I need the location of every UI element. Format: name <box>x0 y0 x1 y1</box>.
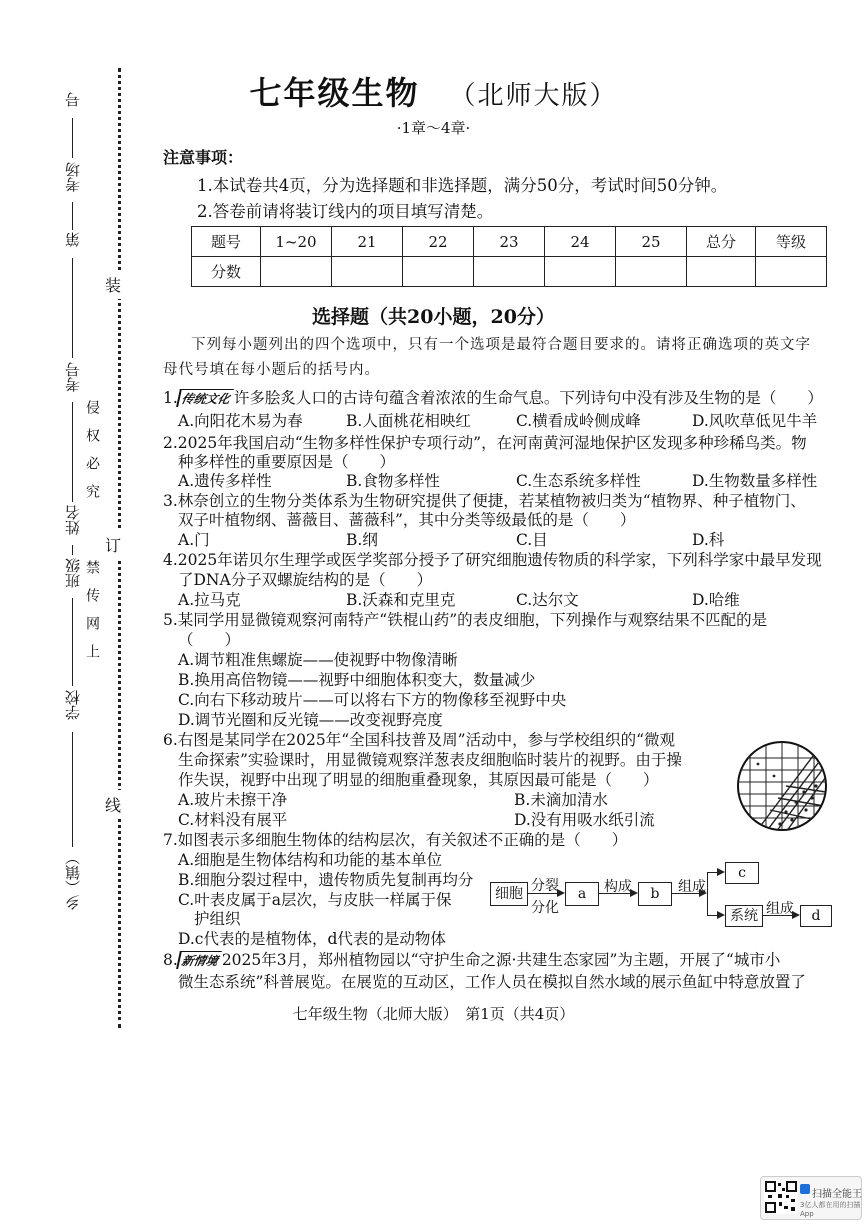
score-header-cell: 21 <box>332 227 403 257</box>
q4-option-d[interactable]: D.哈维 <box>692 591 740 609</box>
score-header-cell: 总分 <box>687 227 756 257</box>
diagram-compose-label-2: 组成 <box>766 901 794 917</box>
diagram-branch-line <box>707 872 708 915</box>
school-label: 学校 <box>64 690 82 720</box>
q1-option-c[interactable]: C.横看成岭侧成峰 <box>516 412 641 430</box>
q7-option-a[interactable]: A.细胞是生物体结构和功能的基本单位 <box>178 851 443 869</box>
diagram-compose-label-1: 组成 <box>678 879 706 895</box>
q6-option-a[interactable]: A.玻片未擦干净 <box>178 791 288 809</box>
name-label: 姓名 <box>64 505 82 535</box>
diagram-cell-box: 细胞 <box>490 882 528 906</box>
q7-option-c[interactable]: C.叶表皮属于a层次，与皮肤一样属于保 <box>178 891 452 909</box>
q1-option-d[interactable]: D.风吹草低见牛羊 <box>692 412 818 430</box>
note-item-2: 2.答卷前请将装订线内的项目填写清楚。 <box>197 202 494 221</box>
room-blank <box>72 202 73 230</box>
q2-option-b[interactable]: B.食物多样性 <box>346 472 440 490</box>
score-table <box>191 226 827 287</box>
town-blank <box>72 732 73 847</box>
diagram-box-c: c <box>725 862 759 884</box>
q8-line1-text: 2025年3月，郑州植物园以“守护生命之源·共建生态家园”为主题，开展了“城市小 <box>221 951 781 969</box>
score-cell[interactable] <box>403 257 474 287</box>
diagram-box-a: a <box>565 882 599 906</box>
q1-option-a[interactable]: A.向阳花木易为春 <box>178 412 303 430</box>
q3-option-a[interactable]: A.门 <box>178 531 210 549</box>
title-main: 七年级生物 <box>249 74 420 112</box>
score-cell[interactable] <box>474 257 545 287</box>
diagram-divide-label: 分裂 <box>531 878 559 894</box>
score-cell[interactable] <box>332 257 403 287</box>
diagram-arrow-system <box>707 915 723 916</box>
binding-zhuang: 装 <box>105 270 121 299</box>
q5-option-a[interactable]: A.调节粗准焦螺旋——使视野中物像清晰 <box>178 651 458 669</box>
cs-logo-icon <box>800 1184 810 1194</box>
q1-option-b[interactable]: B.人面桃花相映红 <box>346 412 471 430</box>
diagram-box-d: d <box>800 905 832 927</box>
diagram-arrow-3 <box>671 893 705 894</box>
q1-tag: 传统文化 <box>176 389 234 407</box>
q3-option-d[interactable]: D.科 <box>692 531 725 549</box>
school-blank <box>72 598 73 686</box>
diagram-box-b: b <box>638 882 672 906</box>
q6-option-d[interactable]: D.没有用吸水纸引流 <box>514 811 655 829</box>
q3-option-c[interactable]: C.目 <box>516 531 548 549</box>
notes-heading: 注意事项： <box>163 148 244 167</box>
question-3-line1: 3.林奈创立的生物分类体系为生物研究提供了便捷，若某植物被归类为“植物界、种子植物门、 <box>163 492 806 510</box>
q2-option-d[interactable]: D.生物数量多样性 <box>692 472 818 490</box>
diagram-arrow-d <box>762 915 798 916</box>
score-header-cell: 24 <box>545 227 616 257</box>
q4-option-c[interactable]: C.达尔文 <box>516 591 579 609</box>
exam-no-label: 号 <box>64 92 82 107</box>
page-footer: 七年级生物（北师大版） 第1页（共4页） <box>292 1005 575 1023</box>
score-header-cell: 题号 <box>192 227 261 257</box>
section-instruction-line1: 下列每小题列出的四个选项中，只有一个选项是最符合题目要求的。请将正确选项的英文字 <box>191 337 811 353</box>
score-table-score-row <box>192 257 827 287</box>
diagram-arrow-1 <box>527 893 563 894</box>
diagram-system-box: 系统 <box>725 905 763 927</box>
warning-text-left: 禁传网上 <box>84 560 100 672</box>
scan-app-tagline: 3亿人都在用的扫描App <box>800 1201 861 1218</box>
q6-option-c[interactable]: C.材料没有展平 <box>178 811 288 829</box>
note-item-1: 1.本试卷共4页，分为选择题和非选择题，满分50分，考试时间50分钟。 <box>197 176 728 195</box>
question-5-line1: 5.某同学用显微镜观察河南特产“铁棍山药”的表皮细胞，下列操作与观察结果不匹配的是 <box>163 611 768 629</box>
section-instruction-line2: 母代号填在每小题后的括号内。 <box>163 362 380 378</box>
score-row-label: 分数 <box>192 257 261 287</box>
binding-xian: 线 <box>105 790 121 819</box>
q2-option-c[interactable]: C.生态系统多样性 <box>516 472 641 490</box>
score-cell[interactable] <box>616 257 687 287</box>
q6-option-b[interactable]: B.未滴加清水 <box>514 791 608 809</box>
q3-option-b[interactable]: B.纲 <box>346 531 378 549</box>
score-header-cell: 25 <box>616 227 687 257</box>
diagram-differentiate-label: 分化 <box>531 900 559 916</box>
score-cell[interactable] <box>261 257 332 287</box>
question-6-line1: 6.右图是某同学在2025年“全国科技普及周”活动中，参与学校组织的“微观 <box>163 731 676 749</box>
q4-option-a[interactable]: A.拉马克 <box>178 591 241 609</box>
question-8-line2: 微生态系统”科普展览。在展览的互动区，工作人员在模拟自然水域的展示鱼缸中特意放置了 <box>178 973 806 991</box>
q8-tag: 新情境 <box>176 951 222 969</box>
question-2-line2: 种多样性的重要原因是（ ） <box>178 453 396 471</box>
q4-option-b[interactable]: B.沃森和克里克 <box>346 591 456 609</box>
q5-option-b[interactable]: B.换用高倍物镜——视野中细胞体积变大，数量减少 <box>178 671 536 689</box>
class-label: 班级 <box>64 558 82 588</box>
town-label: 乡（镇） <box>64 850 82 910</box>
name-blank <box>72 402 73 502</box>
question-1 <box>163 386 823 408</box>
q1-stem: 许多脍炙人口的古诗句蕴含着浓浓的生命气息。下列诗句中没有涉及生物的是（ ） <box>233 389 823 407</box>
class-blank-top <box>72 545 73 555</box>
score-header-cell: 22 <box>403 227 474 257</box>
question-3-line2: 双子叶植物纲、蔷薇目、蔷薇科”，其中分类等级最低的是（ ） <box>178 511 636 529</box>
diagram-arrow-2 <box>598 893 636 894</box>
binding-ding: 订 <box>105 530 121 559</box>
q5-option-c[interactable]: C.向右下移动玻片——可以将右下方的物像移至视野中央 <box>178 691 567 709</box>
q1-number: 1. <box>163 389 178 407</box>
score-cell[interactable] <box>545 257 616 287</box>
q2-option-a[interactable]: A.遗传多样性 <box>178 472 272 490</box>
score-header-cell: 23 <box>474 227 545 257</box>
q7-option-c-cont: 护组织 <box>194 910 241 928</box>
diagram-form-label: 构成 <box>604 879 632 895</box>
q7-option-b[interactable]: B.细胞分裂过程中，遗传物质先复制再均分 <box>178 871 474 889</box>
di-label: 第 <box>64 232 82 247</box>
question-4-line2: 了DNA分子双螺旋结构的是（ ） <box>178 571 433 589</box>
score-cell[interactable] <box>756 257 827 287</box>
microscope-field-image <box>736 740 828 832</box>
qr-code-icon <box>764 1180 798 1214</box>
question-2-line1: 2.2025年我国启动“生物多样性保护专项行动”，在河南黄河湿地保护区发现多种珍稀鸟类。物 <box>163 434 807 452</box>
exam-room-label: 考场 <box>64 162 82 192</box>
question-8-line1 <box>163 948 780 970</box>
warning-text-right: 侵权必究 <box>84 400 100 512</box>
section-title: 选择题（共20小题，20分） <box>312 306 555 328</box>
q5-option-d[interactable]: D.调节光圈和反光镜——改变视野亮度 <box>178 711 443 729</box>
scan-app-name: 扫描全能王 <box>812 1189 862 1200</box>
diagram-arrow-c <box>707 872 723 873</box>
score-header-cell: 等级 <box>756 227 827 257</box>
question-6-line2: 生命探索”实验课时，用显微镜观察洋葱表皮细胞临时装片的视野。由于操 <box>178 751 682 769</box>
score-header-cell: 1~20 <box>261 227 332 257</box>
title-edition: （北师大版） <box>449 81 618 111</box>
q7-option-d[interactable]: D.c代表的是植物体，d代表的是动物体 <box>178 930 446 948</box>
seat-no-label: 考号 <box>64 362 82 392</box>
question-7-stem: 7.如图表示多细胞生物体的结构层次，有关叙述不正确的是（ ） <box>163 831 628 849</box>
question-5-line2: （ ） <box>178 631 241 649</box>
q8-number: 8. <box>163 951 178 969</box>
chapter-range: ·1章～4章· <box>396 119 471 137</box>
question-6-line3: 作失误，视野中出现了明显的细胞重叠现象，其原因最可能是（ ） <box>178 771 659 789</box>
score-table-header-row <box>192 227 827 257</box>
question-4-line1: 4.2025年诺贝尔生理学或医学奖部分授予了研究细胞遗传物质的科学家，下列科学家中最早发现 <box>163 551 822 569</box>
score-cell[interactable] <box>687 257 756 287</box>
page-title <box>0 68 867 114</box>
